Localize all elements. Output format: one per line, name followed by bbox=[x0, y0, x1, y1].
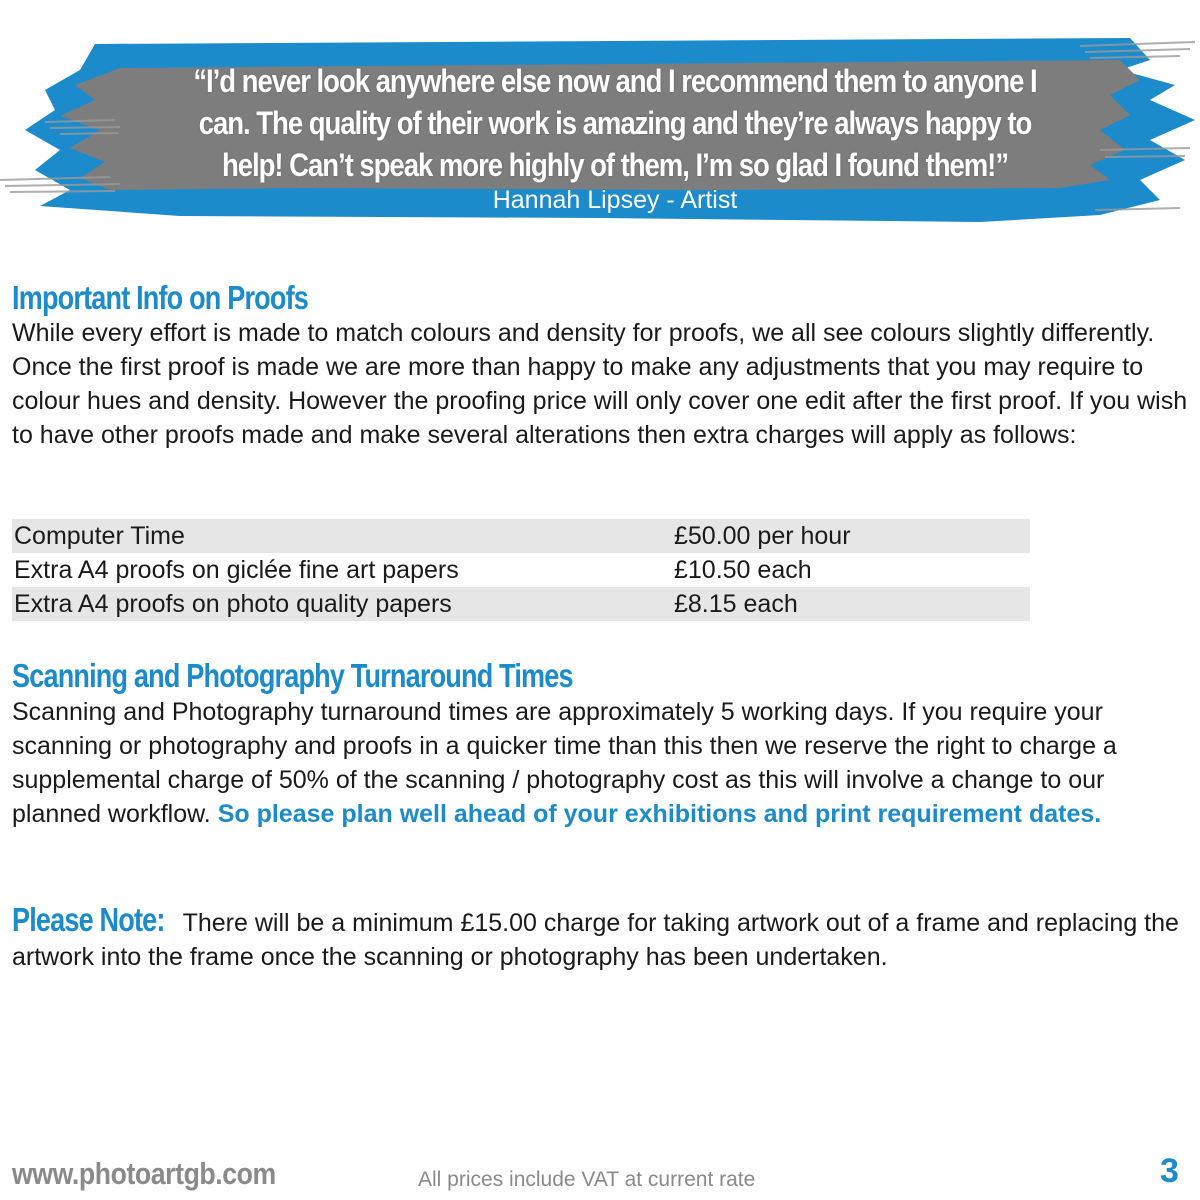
turnaround-highlight: So please plan well ahead of your exhibitions and print requirement dates. bbox=[217, 800, 1102, 828]
testimonial-quote: “I’d never look anywhere else now and I recommend them to anyone I can. The quality of their work is amazing and they’re always happy to help! Can’t speak more highly of them, I’m so glad I found them!” bbox=[193, 63, 1037, 183]
turnaround-heading: Scanning and Photography Turnaround Times bbox=[12, 657, 573, 694]
table-row bbox=[12, 519, 1030, 553]
website-link[interactable]: www.photoartgb.com bbox=[12, 1156, 276, 1191]
testimonial-attribution: Hannah Lipsey - Artist bbox=[492, 186, 738, 214]
table-row bbox=[12, 587, 1030, 621]
page-number: 3 bbox=[1160, 1152, 1179, 1190]
testimonial-banner bbox=[0, 30, 1200, 230]
proofs-body: While every effort is made to match colours and density for proofs, we all see colours slightly differently. Once the first proof is made we are more than happy to make any adjustments that you may require to colour hues and density. However the proofing price will only cover one edit after the first proof. If you wish to have other proofs made and make several alterations then extra charges will apply as follows: bbox=[12, 319, 1188, 449]
note-text: There will be a minimum £15.00 charge for taking artwork out of a frame and replacing the artwork into the frame once the scanning or photography has been undertaken. bbox=[12, 909, 1179, 971]
vat-notice: All prices include VAT at current rate bbox=[418, 1168, 756, 1191]
charge-price: £50.00 per hour bbox=[674, 521, 851, 550]
table-row bbox=[12, 553, 1030, 587]
charge-price: £8.15 each bbox=[674, 589, 798, 618]
proofs-heading: Important Info on Proofs bbox=[12, 279, 308, 316]
charge-item: Extra A4 proofs on photo quality papers bbox=[14, 589, 452, 618]
charge-item: Computer Time bbox=[14, 521, 185, 550]
charge-price: £10.50 each bbox=[674, 555, 812, 584]
turnaround-text: Scanning and Photography turnaround times are approximately 5 working days. If you require your scanning or photography and proofs in a quicker time than this then we reserve the right to charge a supplemental charge of 50% of the scanning / photography cost as this will involve a change to our planned workflow. bbox=[12, 698, 1117, 828]
charge-item: Extra A4 proofs on giclée fine art papers bbox=[14, 555, 459, 584]
turnaround-body bbox=[12, 695, 1192, 831]
note-label: Please Note: bbox=[12, 901, 165, 938]
please-note bbox=[12, 903, 1192, 974]
charges-table bbox=[12, 519, 1030, 621]
